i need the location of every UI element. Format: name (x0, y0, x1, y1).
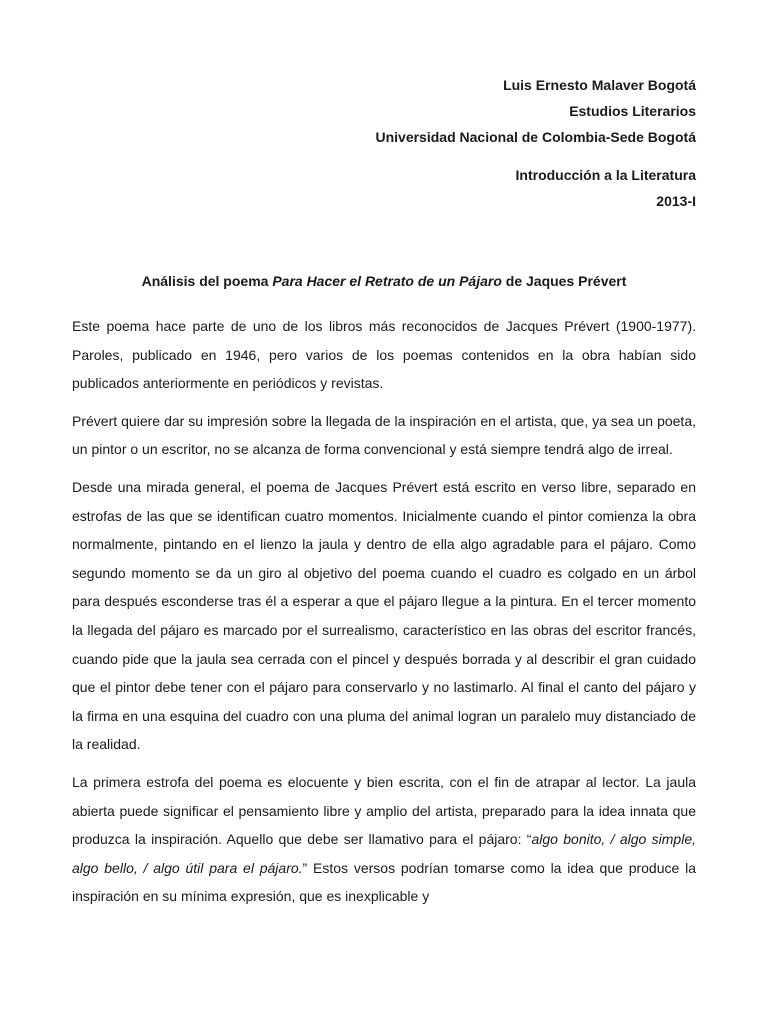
term-label: 2013-I (656, 193, 696, 209)
paragraph-4-end: ” Estos versos podrían tomarse como la idea que produce la inspiración en su mínima expresión, que es inexplicable y (72, 859, 696, 905)
document-body (72, 312, 696, 920)
paragraph-4 (72, 768, 696, 911)
title-suffix: de Jaques Prévert (501, 273, 627, 289)
paragraph-2: Prévert quiere dar su impresión sobre la llegada de la inspiración en el artista, que, ya sea un poeta, un pintor o un escritor, no se alcanza de forma convencional y está siempre tendrá algo de irreal. (72, 412, 696, 458)
program-name: Estudios Literarios (569, 103, 696, 119)
poem-quote: algo bonito, / algo simple, algo bello, / algo útil para el pájaro. (72, 831, 697, 876)
header-spacer (375, 150, 696, 162)
document-title (0, 270, 768, 292)
course-name: Introducción a la Literatura (515, 167, 696, 183)
paragraph-1: Este poema hace parte de uno de los libros más reconocidos de Jacques Prévert (1900-1977). Paroles, publicado en 1946, pero varios de los poemas contenidos en la obra habían sido publicados anteriormente en periódicos y revistas. (72, 318, 696, 392)
university-name: Universidad Nacional de Colombia-Sede Bogotá (375, 129, 696, 145)
document-header (375, 72, 696, 214)
paragraph-3: Desde una mirada general, el poema de Jacques Prévert está escrito en verso libre, separado en estrofas de las que se identifican cuatro momentos. Inicialmente cuando el pintor comienza la obra normalmente, pintando en el lienzo la jaula y dentro de ella algo agradable para el pájaro. Como segundo momento se da un giro al objetivo del poema cuando el cuadro es colgado en un árbol para después esconderse tras él a esperar a que el pájaro llegue a la pintura. En el tercer momento la llegada del pájaro es marcado por el surrealismo, característico en las obras del escritor francés, cuando pide que la jaula sea cerrada con el pincel y después borrada y al describir el gran cuidado que el pintor debe tener con el pájaro para conservarlo y no lastimarlo. Al final el canto del pájaro y la firma en una esquina del cuadro con una pluma del animal logran un paralelo muy distanciado de la realidad. (72, 478, 696, 753)
paragraph-4-start: La primera estrofa del poema es elocuente y bien escrita, con el fin de atrapar al lector. La jaula abierta puede significar el pensamiento libre y amplio del artista, preparado para la idea innata que produzca la inspiración. Aquello que debe ser llamativo para el pájaro: “ (72, 773, 696, 848)
title-prefix: Análisis del poema (141, 273, 273, 289)
author-name: Luis Ernesto Malaver Bogotá (503, 77, 696, 93)
poem-title: Para Hacer el Retrato de un Pájaro (272, 273, 502, 289)
